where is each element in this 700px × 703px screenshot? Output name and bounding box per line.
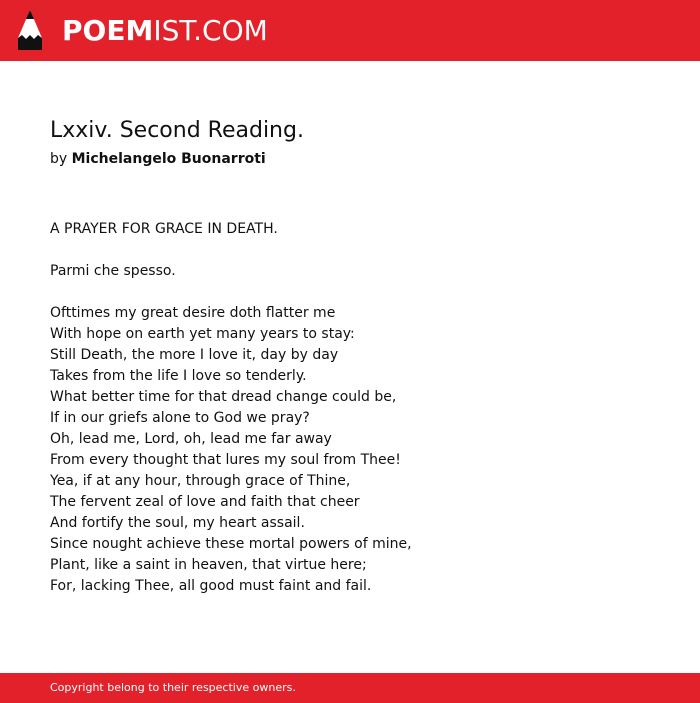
poem-line: Still Death, the more I love it, day by day <box>50 347 339 363</box>
poem-line: With hope on earth yet many years to stay: <box>50 326 355 342</box>
author-name[interactable]: Michelangelo Buonarroti <box>71 151 266 167</box>
poem-title: Lxxiv. Second Reading. <box>50 118 304 143</box>
poem-line: Ofttimes my great desire doth flatter me <box>50 305 336 321</box>
pencil-tip-icon <box>15 8 45 52</box>
poem-line: The fervent zeal of love and faith that cheer <box>50 494 360 510</box>
poem-line: Takes from the life I love so tenderly. <box>50 368 307 384</box>
copyright-text: Copyright belong to their respective owners. <box>50 681 296 694</box>
site-footer <box>0 673 700 703</box>
by-label: by <box>50 151 68 167</box>
poem-line: What better time for that dread change could be, <box>50 389 397 405</box>
stanza-gap <box>50 282 412 303</box>
poem-line: From every thought that lures my soul from Thee! <box>50 452 401 468</box>
site-logo[interactable] <box>62 14 268 48</box>
poem-line: Since nought achieve these mortal powers of mine, <box>50 536 412 552</box>
byline <box>50 149 266 169</box>
poem-line: If in our griefs alone to God we pray? <box>50 410 310 426</box>
poem-line: Yea, if at any hour, through grace of Thine, <box>50 473 351 489</box>
logo-text-light: IST.COM <box>153 14 268 47</box>
poem-line: And fortify the soul, my heart assail. <box>50 515 305 531</box>
poem-body <box>50 219 412 597</box>
poem-heading: A PRAYER FOR GRACE IN DEATH. <box>50 221 278 237</box>
logo-text-bold: POEM <box>62 14 154 47</box>
poem-subheading: Parmi che spesso. <box>50 263 176 279</box>
stanza-gap <box>50 240 412 261</box>
poem-line: Plant, like a saint in heaven, that virtue here; <box>50 557 367 573</box>
poem-line: For, lacking Thee, all good must faint and fail. <box>50 578 372 594</box>
poem-line: Oh, lead me, Lord, oh, lead me far away <box>50 431 332 447</box>
site-header <box>0 0 700 61</box>
